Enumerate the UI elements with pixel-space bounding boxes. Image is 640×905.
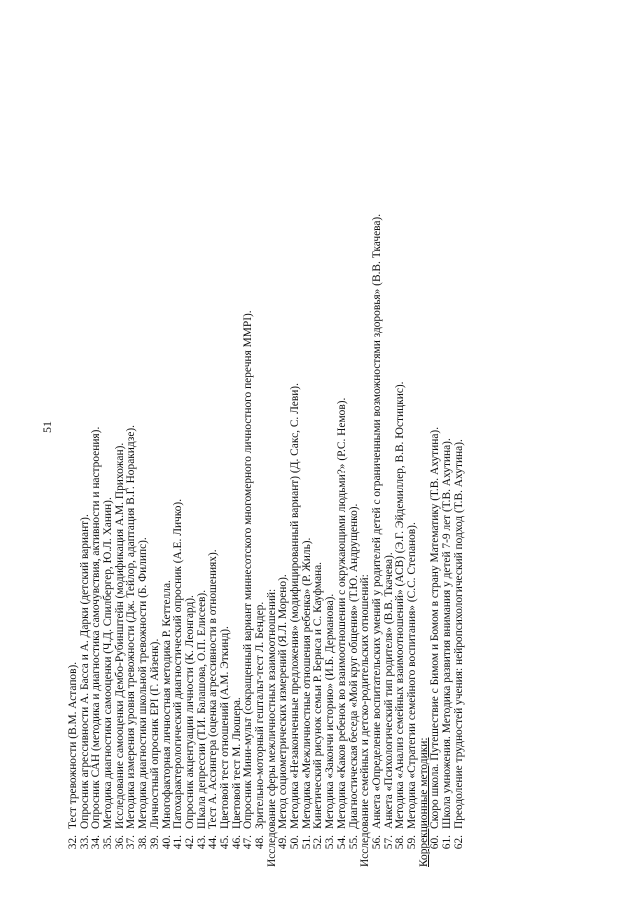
item-number: 34.: [90, 835, 103, 850]
item-text: Методика «Анализ семейных взаимоотношений» (АСВ) (Э.Г. Эйдемиллер, В.В. Юстицкис).: [394, 381, 407, 829]
page-number: 51: [40, 421, 54, 433]
item-text: Опросник агрессивности А. Басса и А. Дарки (детский вариант).: [78, 514, 91, 829]
list-item: [255, 17, 267, 867]
item-number: 46.: [230, 835, 243, 850]
list-item: [442, 17, 454, 867]
list-item: [337, 17, 349, 867]
list-item: [290, 17, 302, 867]
item-text: Методика диагностики самооценки (Ч.Д. Спилбергер, Ю.Л. Ханин).: [102, 497, 115, 829]
list-item: [454, 17, 466, 867]
item-text: Анкета «Психологический тип родителя» (В.В. Ткачева).: [382, 552, 395, 829]
item-text: Методика «Незаконченные предложения» (модифицированный вариант) (Д. Сакс, С. Леви).: [289, 383, 302, 829]
item-number: 49.: [277, 835, 290, 850]
item-text: Тест тревожности (В.М. Астапов).: [67, 661, 79, 829]
list-item: [220, 17, 232, 867]
item-text: Преодоление трудностей учения: нейропсихологический подход (Т.В. Ахутина).: [452, 439, 465, 829]
item-text: Опросник САН (методика и диагностика самочувствия, активности и настроения).: [90, 426, 103, 829]
item-number: 54.: [335, 835, 348, 850]
item-text: Методика «Каков ребенок во взаимоотношении с окружающими людьми?» (Р.С. Немов).: [335, 397, 348, 829]
item-text: Личностный опросник EPI (Г. Айзенк).: [148, 638, 161, 829]
item-text: Зрительно-моторный гештальт-тест Л. Бендер.: [254, 601, 266, 829]
item-number: 56.: [370, 835, 383, 850]
item-number: 47.: [242, 835, 255, 850]
item-number: 53.: [324, 835, 337, 850]
item-number: 58.: [394, 835, 407, 850]
section-heading: Коррекционные методики:: [417, 737, 430, 867]
item-text: Методика «Стратегии семейного воспитания» (С.С. Степанов).: [405, 522, 418, 829]
item-text: Методика «Закончи историю» (И.Б. Дерманова).: [324, 593, 337, 829]
item-number: 51.: [300, 835, 313, 850]
item-number: 39.: [148, 835, 161, 850]
section-heading: Исследование сферы межличностных взаимоотношений:: [265, 588, 278, 867]
item-text: Опросник Мини-мульт (сокращенный вариант миннесотского многомерного личностного перечня ММРI).: [242, 310, 255, 829]
item-text: Цветовой тест М. Люшера.: [230, 697, 243, 829]
item-number: 62.: [452, 835, 465, 850]
item-number: 61.: [441, 835, 453, 850]
item-number: 36.: [113, 835, 126, 850]
item-number: 37.: [125, 835, 138, 850]
item-number: 43.: [195, 835, 208, 850]
item-number: 60.: [429, 835, 442, 850]
item-number: 52.: [312, 835, 325, 850]
list-item: [372, 17, 384, 867]
item-number: 32.: [67, 835, 79, 850]
item-text: Методика измерения уровня тревожности (Дж. Тейлор, адаптация В.Г. Норакидзе).: [125, 424, 138, 829]
item-number: 55.: [347, 835, 360, 850]
list-item: [68, 17, 80, 867]
item-text: Методика диагностики школьной тревожности (Б. Филипс).: [137, 537, 150, 829]
item-number: 33.: [78, 835, 91, 850]
item-text: Школа умножения. Методика развития внимания у детей 7-9 лет (Т.В. Ахутина).: [441, 438, 453, 829]
item-text: Метод социометрических измерений (Я.Л. Морено).: [277, 574, 290, 829]
item-number: 50.: [289, 835, 302, 850]
item-text: Многофакторная личностная методика Р. Кеттелла.: [160, 580, 173, 829]
item-text: Анкета «Определение воспитательских умений у родителей детей с ограниченными возможностями здоровья» (В.В. Ткачева).: [370, 213, 383, 829]
item-text: Кинетический рисунок семьи Р. Бернса и С. Кауфмана.: [312, 561, 325, 829]
item-text: Исследование самооценки Дембо-Рубинштейн (модификация А.М. Прихожан).: [113, 442, 126, 829]
item-number: 57.: [382, 835, 395, 850]
list-item: [103, 17, 115, 867]
item-number: 45.: [218, 835, 231, 850]
item-text: Диагностическая беседа «Мой круг общения» (Т.Ю. Андрущенко).: [347, 503, 360, 829]
item-number: 41.: [172, 835, 185, 850]
item-text: Патохарактерологический диагностический опросник (А.Е. Личко).: [172, 498, 185, 829]
item-number: 44.: [207, 835, 220, 850]
item-text: Тест А. Ассингера (оценка агрессивности в отношениях).: [207, 549, 220, 829]
list-item: [185, 17, 197, 867]
item-number: 42.: [183, 835, 196, 850]
item-text: Методика «Межличностные отношения ребенка» (Р. Жиль).: [300, 537, 313, 829]
item-text: Скоро школа. Путешествие с Бимом и Бомом в страну Математику (Т.В. Ахутина).: [429, 426, 442, 829]
item-text: Цветовой тест отношений (А.М. Эткинд).: [218, 626, 231, 829]
item-number: 40.: [160, 835, 173, 850]
section-heading: Исследование семейных и детско-родительских отношений:: [359, 574, 372, 867]
item-number: 38.: [137, 835, 150, 850]
list-item: [150, 17, 162, 867]
item-number: 59.: [405, 835, 418, 850]
methods-list: [68, 17, 465, 867]
item-text: Шкала депрессии (Т.И. Балашова, О.П. Елисеев).: [195, 589, 208, 829]
item-number: 48.: [254, 835, 266, 850]
item-number: 35.: [102, 835, 115, 850]
list-item: [407, 17, 419, 867]
item-text: Опросник акцентуации личности (К. Леонгард).: [183, 595, 196, 829]
